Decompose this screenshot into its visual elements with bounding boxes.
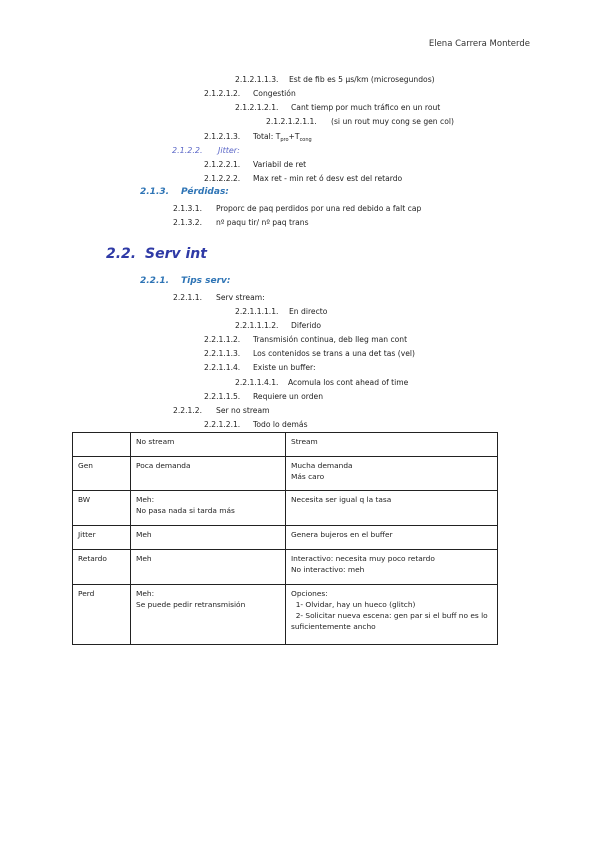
table-header-cell: Stream	[286, 433, 498, 457]
total-plus: +T	[288, 132, 300, 141]
cell-no-stream	[131, 457, 286, 491]
comparison-table	[72, 432, 498, 645]
outline-number: 2.1.2.2.	[172, 146, 203, 155]
outline-text: Existe un buffer:	[253, 363, 316, 372]
outline-text: Max ret - min ret ó desv est del retardo	[253, 174, 403, 183]
cell-line: Interactivo: necesita muy poco retardo	[291, 554, 435, 563]
outline-number: 2.1.3.1.	[173, 204, 202, 213]
cell-line: No interactivo: meh	[291, 565, 365, 574]
cell-line: No pasa nada si tarda más	[136, 506, 235, 515]
cell-line: Meh:	[136, 495, 155, 504]
subscript-pro: pro	[280, 137, 289, 143]
outline-text: Congestión	[253, 89, 296, 98]
outline-text: Los contenidos se trans a una det tas (vel)	[253, 349, 415, 358]
outline-number: 2.1.2.1.1.3.	[235, 75, 279, 84]
section-number: 2.2.	[106, 246, 137, 262]
cell-line: Más caro	[291, 472, 325, 481]
cell-line: Genera bujeros en el buffer	[291, 530, 393, 539]
section-title: Serv int	[145, 246, 207, 262]
table-row	[73, 457, 498, 491]
outline-number: 2.2.1.2.	[173, 406, 202, 415]
total-label: Total: T	[253, 132, 281, 141]
outline-number: 2.2.1.1.1.2.	[235, 321, 279, 330]
outline-number: 2.2.1.1.5.	[204, 392, 241, 401]
outline-number: 2.1.2.1.3.	[204, 132, 241, 141]
row-label: Gen	[73, 457, 131, 491]
outline-text: Cant tiemp por much tráfico en un rout	[291, 103, 441, 112]
page-header-author: Elena Carrera Monterde	[428, 39, 530, 49]
cell-stream	[286, 585, 498, 645]
row-label: Retardo	[73, 550, 131, 585]
outline-text: (si un rout muy cong se gen col)	[331, 117, 454, 126]
cell-line: Meh	[136, 530, 152, 539]
row-label: Jitter	[73, 526, 131, 550]
cell-stream	[286, 526, 498, 550]
table-header-cell: No stream	[131, 433, 286, 457]
cell-no-stream	[131, 491, 286, 526]
outline-text: nº paqu tir/ nº paq trans	[216, 218, 309, 227]
outline-number: 2.2.1.	[140, 276, 170, 286]
outline-number: 2.2.1.1.4.	[204, 363, 241, 372]
outline-text-total	[253, 131, 312, 146]
cell-no-stream	[131, 550, 286, 585]
table-header-row	[73, 433, 498, 457]
cell-no-stream	[131, 585, 286, 645]
cell-stream	[286, 457, 498, 491]
table-header-cell	[73, 433, 131, 457]
cell-stream	[286, 550, 498, 585]
outline-text: En directo	[289, 307, 328, 316]
cell-stream	[286, 491, 498, 526]
cell-line: 2- Solicitar nueva escena: gen par si el buff no es lo	[291, 611, 488, 620]
outline-number: 2.1.2.2.1.	[204, 160, 241, 169]
outline-number: 2.1.3.	[140, 187, 170, 197]
table-row	[73, 491, 498, 526]
outline-text: Transmisión continua, deb lleg man cont	[253, 335, 408, 344]
outline-number: 2.2.1.2.1.	[204, 420, 241, 429]
outline-text: Est de fib es 5 μs/km (microsegundos)	[289, 75, 435, 84]
cell-line: Mucha demanda	[291, 461, 353, 470]
table-row	[73, 526, 498, 550]
outline-number: 2.2.1.1.4.1.	[235, 378, 279, 387]
cell-line: Se puede pedir retransmisión	[136, 600, 246, 609]
outline-text: Diferido	[291, 321, 322, 330]
outline-text: Requiere un orden	[253, 392, 324, 401]
outline-text: Proporc de paq perdidos por una red debido a falt cap	[216, 204, 422, 213]
outline-text: Todo lo demás	[253, 420, 308, 429]
outline-number: 2.1.3.2.	[173, 218, 202, 227]
outline-text: Serv stream:	[216, 293, 265, 302]
outline-text: Ser no stream	[216, 406, 270, 415]
subscript-cong: cong	[299, 137, 312, 143]
cell-no-stream	[131, 526, 286, 550]
cell-line: Poca demanda	[136, 461, 191, 470]
cell-line: Opciones:	[291, 589, 328, 598]
outline-text: Variabil de ret	[253, 160, 307, 169]
cell-line: suficientemente ancho	[291, 622, 376, 631]
outline-number: 2.2.1.1.	[173, 293, 202, 302]
outline-number: 2.2.1.1.1.1.	[235, 307, 279, 316]
cell-line: 1- Olvidar, hay un hueco (glitch)	[291, 600, 416, 609]
table-row	[73, 550, 498, 585]
cell-line: Meh	[136, 554, 152, 563]
outline-text: Acomula los cont ahead of time	[288, 378, 409, 387]
cell-line: Necesita ser igual q la tasa	[291, 495, 392, 504]
row-label: BW	[73, 491, 131, 526]
outline-number: 2.1.2.1.2.1.	[235, 103, 279, 112]
outline-number: 2.1.2.2.2.	[204, 174, 241, 183]
outline-text: Pérdidas:	[181, 187, 229, 197]
outline-number: 2.2.1.1.2.	[204, 335, 241, 344]
outline-number: 2.1.2.1.2.1.1.	[266, 117, 317, 126]
row-label: Perd	[73, 585, 131, 645]
cell-line: Meh:	[136, 589, 155, 598]
outline-text: Jitter:	[218, 146, 240, 155]
outline-number: 2.2.1.1.3.	[204, 349, 241, 358]
table-row	[73, 585, 498, 645]
outline-number: 2.1.2.1.2.	[204, 89, 241, 98]
outline-text: Tips serv:	[181, 276, 231, 286]
